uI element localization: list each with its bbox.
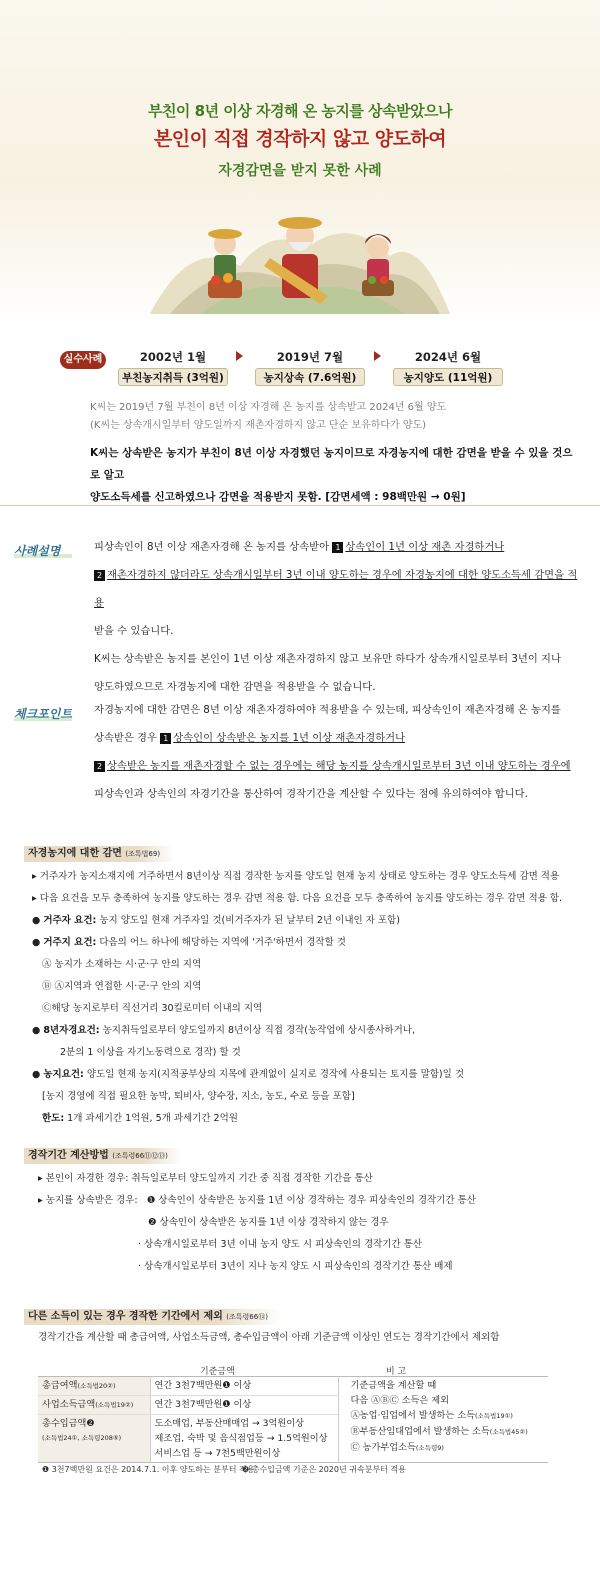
text: 1개 과세기간 1억원, 5개 과세기간 2억원 bbox=[64, 1113, 238, 1124]
timeline-event: 농지상속 (7.6억원) bbox=[255, 368, 365, 386]
row-standard: 제조업, 숙박 및 음식점업등 → 1.5억원이상 bbox=[154, 1433, 328, 1444]
text: · 상속개시일로부터 3년 이내 농지 양도 시 피상속인의 경작기간 통산 bbox=[138, 1239, 423, 1250]
text: 피상속인과 상속인의 자경기간을 통산하여 경작기간을 계산할 수 있다는 점에 유의하여야 합니다. bbox=[94, 788, 528, 800]
explain-paragraph bbox=[94, 533, 584, 701]
text: 거주자가 농지소재지에 거주하면서 8년이상 직접 경작한 농지를 양도일 현재 농지 상태로 양도하는 경우 양도소득세 감면 적용 bbox=[39, 871, 560, 882]
table-note bbox=[338, 1377, 548, 1463]
row-name: 사업소득금액 bbox=[42, 1399, 96, 1410]
checkpoint-paragraph bbox=[94, 696, 584, 808]
underlined-text bbox=[94, 561, 584, 617]
text: 자경농지에 대한 감면 bbox=[28, 848, 122, 859]
explain-label: 사례설명 bbox=[14, 542, 72, 558]
text: Ⓒ 농가부업소득 bbox=[350, 1442, 416, 1453]
timeline-date: 2002년 1월 bbox=[139, 350, 207, 364]
law-reference: (소득령9) bbox=[415, 1444, 444, 1452]
text: 기준금액을 계산할 때 bbox=[350, 1380, 437, 1391]
requirement-heading: 거주자 요건: bbox=[43, 915, 97, 926]
text: 상속인이 상속받은 농지를 1년 이상 재촌자경하거나 bbox=[173, 732, 406, 744]
self-farming-content: ▸ 거주자가 농지소재지에 거주하면서 8년이상 직접 경작한 농지를 양도일 현재 농지 상태로 양도하는 경우 양도소득세 감면 적용 ▸ 다음 요건을 모두 충족하여 농지를 양도하는 경우 감면 적용 함. 다음 요건을 모두 충족하여 농지를 양도하는 경우 감면 적용 함. ● 거주자 요건: 농지 양도일 현재 거주자일 것(비거주자가 된 날부터 2년 이내인 자 포함) ● 거주지 요건: 다음의 어느 하나에 해당하는 지역에 '거주'하면서 경작할 것 Ⓐ 농지가 소재하는 시·군·구 안의 지역 Ⓑ Ⓐ지역과 연접한 시·군·구 안의 지역 Ⓒ해당 농지로부터 직선거리 30킬로미터 이내의 지역 ● 8년자경요건: 농지취득일로부터 양도일까지 8년이상 직접 경작(농작업에 상시종사하거나, 2분의 1 이상을 자기노동력으로 경작) 할 것 ● 농지요건: 양도일 현재 농지(지적공부상의 지목에 관계없이 실지로 경작에 사용되는 토지를 말함)일 것 [농지 경영에 직접 필요한 농막, 퇴비사, 양수장, 지소, 농도, 수로 등을 포함] 한도: 1개 과세기간 1억원, 5개 과세기간 2억원 bbox=[32, 866, 592, 1130]
case-line: 양도소득세를 신고하였으나 감면을 적용받지 못함. [감면세액 : 98백만원 → 0원] bbox=[90, 491, 466, 503]
number-badge: 1 bbox=[332, 542, 343, 553]
arrow-right-icon bbox=[236, 351, 243, 361]
text: Ⓐ 농지가 소재하는 시·군·구 안의 지역 bbox=[42, 959, 202, 970]
requirement-heading: 8년자경요건: bbox=[43, 1025, 100, 1036]
case-summary: K씨는 2019년 7월 부친이 8년 이상 자경해 온 농지를 상속받고 2024년 6월 양도 bbox=[90, 402, 447, 413]
number-badge: 2 bbox=[94, 570, 105, 581]
section-title-other-income bbox=[24, 1309, 282, 1325]
text: 농지를 상속받은 경우: bbox=[45, 1195, 138, 1206]
text: Ⓐ농업·임업에서 발생하는 소득 bbox=[350, 1410, 475, 1421]
requirement-heading: 거주지 요건: bbox=[43, 937, 97, 948]
text: 본인이 자경한 경우: 취득일로부터 양도일까지 기간 중 직접 경작한 기간을 통산 bbox=[45, 1173, 373, 1184]
timeline-date: 2019년 7월 bbox=[276, 350, 344, 364]
requirement-heading: 농지요건: bbox=[43, 1069, 84, 1080]
row-name: 총수입금액❷ bbox=[42, 1418, 95, 1429]
law-reference: (소득법24①, 소득령208⑤) bbox=[42, 1434, 122, 1442]
section-title-self-farming bbox=[24, 846, 174, 862]
text: 받을 수 있습니다. bbox=[94, 625, 174, 637]
case-badge: 실수사례 bbox=[60, 351, 106, 369]
farmers-illustration bbox=[150, 196, 450, 318]
table-header-standard: 기준금액 bbox=[200, 1367, 235, 1377]
text: Ⓑ Ⓐ지역과 연접한 시·군·구 안의 지역 bbox=[42, 981, 202, 992]
text: · 상속개시일로부터 3년이 지나 농지 양도 시 피상속인의 경작기간 통산 배제 bbox=[138, 1261, 453, 1272]
footnote-1: ❶ 3천7백만원 요건은 2014.7.1. 이후 양도하는 분부터 적용 bbox=[42, 1465, 255, 1474]
text: 자경농지에 대한 감면은 8년 이상 재촌자경하여야 적용받을 수 있는데, 피상속인이 재촌자경해 온 농지를 bbox=[94, 704, 561, 716]
row-name: 총급여액 bbox=[42, 1380, 78, 1391]
limit-heading: 한도: bbox=[42, 1113, 65, 1124]
text: ❶ 상속인이 상속받은 농지를 1년 이상 경작하는 경우 피상속인의 경작기간 통산 bbox=[146, 1195, 476, 1206]
section-title-period bbox=[24, 1148, 182, 1164]
period-content: ▸ 본인이 자경한 경우: 취득일로부터 양도일까지 기간 중 직접 경작한 기간을 통산 ▸ 농지를 상속받은 경우: ❶ 상속인이 상속받은 농지를 1년 이상 경작하는 경우 피상속인의 경작기간 통산 ❷ 상속인이 상속받은 농지를 1년 이상 경작하지 않는 경우 · 상속개시일로부터 3년 이내 농지 양도 시 피상속인의 경작기간 통산 · 상속개시일로부터 3년이 지나 농지 양도 시 피상속인의 경작기간 통산 배제 bbox=[38, 1168, 588, 1278]
text: 다른 소득이 있는 경우 경작한 기간에서 제외 bbox=[28, 1311, 223, 1322]
text: 양도하였으므로 자경농지에 대한 감면을 적용받을 수 없습니다. bbox=[94, 681, 376, 693]
number-badge: 1 bbox=[160, 733, 171, 744]
row-standard: 연간 3천7백만원❶ 이상 bbox=[150, 1396, 338, 1415]
case-description bbox=[90, 442, 580, 508]
text: 다음 ⒶⒷⒸ 소득은 제외 bbox=[350, 1395, 449, 1406]
timeline-step-1 bbox=[118, 349, 228, 386]
text: 농지 양도일 현재 거주자일 것(비거주자가 된 날부터 2년 이내인 자 포함) bbox=[96, 915, 400, 926]
text: 양도일 현재 농지(지적공부상의 지목에 관계없이 실지로 경작에 사용되는 토지를 말함)일 것 bbox=[83, 1069, 465, 1080]
text: 다음의 어느 하나에 해당하는 지역에 '거주'하면서 경작할 것 bbox=[96, 937, 346, 948]
hero-title-1: 부친이 8년 이상 자경해 온 농지를 상속받았으나 bbox=[147, 102, 453, 120]
timeline-event: 부친농지취득 (3억원) bbox=[118, 368, 228, 386]
text: Ⓒ해당 농지로부터 직선거리 30킬로미터 이내의 지역 bbox=[42, 1003, 263, 1014]
checkpoint-label: 체크포인트 bbox=[14, 707, 72, 721]
text: ❷ 상속인이 상속받은 농지를 1년 이상 경작하지 않는 경우 bbox=[148, 1217, 389, 1228]
text: 2분의 1 이상을 자기노동력으로 경작) 할 것 bbox=[60, 1047, 241, 1058]
text: K씨는 상속받은 농지를 본인이 1년 이상 재촌자경하지 않고 보유만 하다가 상속개시일로부터 3년이 지나 bbox=[94, 653, 561, 665]
text: Ⓑ부동산임대업에서 발생하는 소득 bbox=[350, 1426, 490, 1437]
text: 다음 요건을 모두 충족하여 농지를 양도하는 경우 감면 적용 함. 다음 요건을 모두 충족하여 농지를 양도하는 경우 감면 적용 함. bbox=[39, 893, 563, 904]
timeline-event: 농지양도 (11억원) bbox=[393, 368, 503, 386]
law-reference: (소득법19①) bbox=[474, 1412, 513, 1420]
table-header-note: 비 고 bbox=[386, 1367, 407, 1377]
text: 피상속인이 8년 이상 재촌자경해 온 농지를 상속받아 bbox=[94, 541, 333, 553]
case-line: K씨는 상속받은 농지가 부친이 8년 이상 자경했던 농지이므로 자경농지에 대한 감면을 받을 수 있을 것으로 알고 bbox=[90, 447, 573, 481]
row-standard: 서비스업 등 → 7천5백만원이상 bbox=[154, 1448, 281, 1459]
law-reference: (소득법45②) bbox=[489, 1428, 528, 1436]
text: 재촌자경하지 않더라도 상속개시일부터 3년 이내 양도하는 경우에 자경농지에 대한 양도소득세 감면을 적용 bbox=[94, 569, 578, 609]
timeline-step-3 bbox=[393, 349, 503, 386]
case-summary-note: (K씨는 상속개시일부터 양도일까지 재촌자경하지 않고 단순 보유하다가 양도) bbox=[90, 420, 427, 431]
other-income-intro: 경작기간을 계산할 때 총급여액, 사업소득금액, 총수입금액이 아래 기준금액 이상인 연도는 경작기간에서 제외함 bbox=[38, 1332, 500, 1343]
income-standard-table bbox=[38, 1376, 548, 1463]
law-reference: (조특법69) bbox=[125, 850, 161, 858]
number-badge: 2 bbox=[94, 761, 105, 772]
text: 농지취득일로부터 양도일까지 8년이상 직접 경작(농작업에 상시종사하거나, bbox=[99, 1025, 415, 1036]
divider bbox=[0, 505, 600, 506]
text: 경작기간 계산방법 bbox=[28, 1150, 109, 1161]
text: 상속인이 1년 이상 재촌 자경하거나 bbox=[345, 541, 505, 553]
text: 상속받은 경우 bbox=[94, 732, 161, 744]
hero-title-3: 자경감면을 받지 못한 사례 bbox=[218, 163, 382, 179]
row-standard: 연간 3천7백만원❶ 이상 bbox=[150, 1377, 338, 1396]
row-standard: 도소매업, 부동산매매업 → 3억원이상 bbox=[154, 1418, 304, 1429]
timeline-step-2 bbox=[255, 349, 365, 386]
arrow-right-icon bbox=[374, 351, 381, 361]
law-reference: (소득법19②) bbox=[95, 1401, 134, 1409]
underlined-text bbox=[94, 752, 584, 780]
text: [농지 경영에 직접 필요한 농막, 퇴비사, 양수장, 지소, 농도, 수로 등을 포함] bbox=[42, 1091, 355, 1102]
law-reference: (조특령66⑪⑫⑬) bbox=[112, 1152, 168, 1160]
hero-title-2: 본인이 직접 경작하지 않고 양도하여 bbox=[153, 128, 447, 150]
law-reference: (소득법20②) bbox=[77, 1382, 116, 1390]
underlined-text bbox=[332, 541, 504, 553]
law-reference: (조특령66⑭) bbox=[226, 1313, 268, 1321]
footnote-2: ❷ 총수입금액 기준은 2020년 귀속분부터 적용 bbox=[242, 1465, 406, 1474]
text: 상속받은 농지를 재촌자경할 수 없는 경우에는 해당 농지를 상속개시일로부터 3년 이내 양도하는 경우에 bbox=[107, 760, 571, 772]
table-row bbox=[38, 1377, 548, 1396]
underlined-text bbox=[160, 732, 405, 744]
timeline-date: 2024년 6월 bbox=[414, 350, 482, 364]
